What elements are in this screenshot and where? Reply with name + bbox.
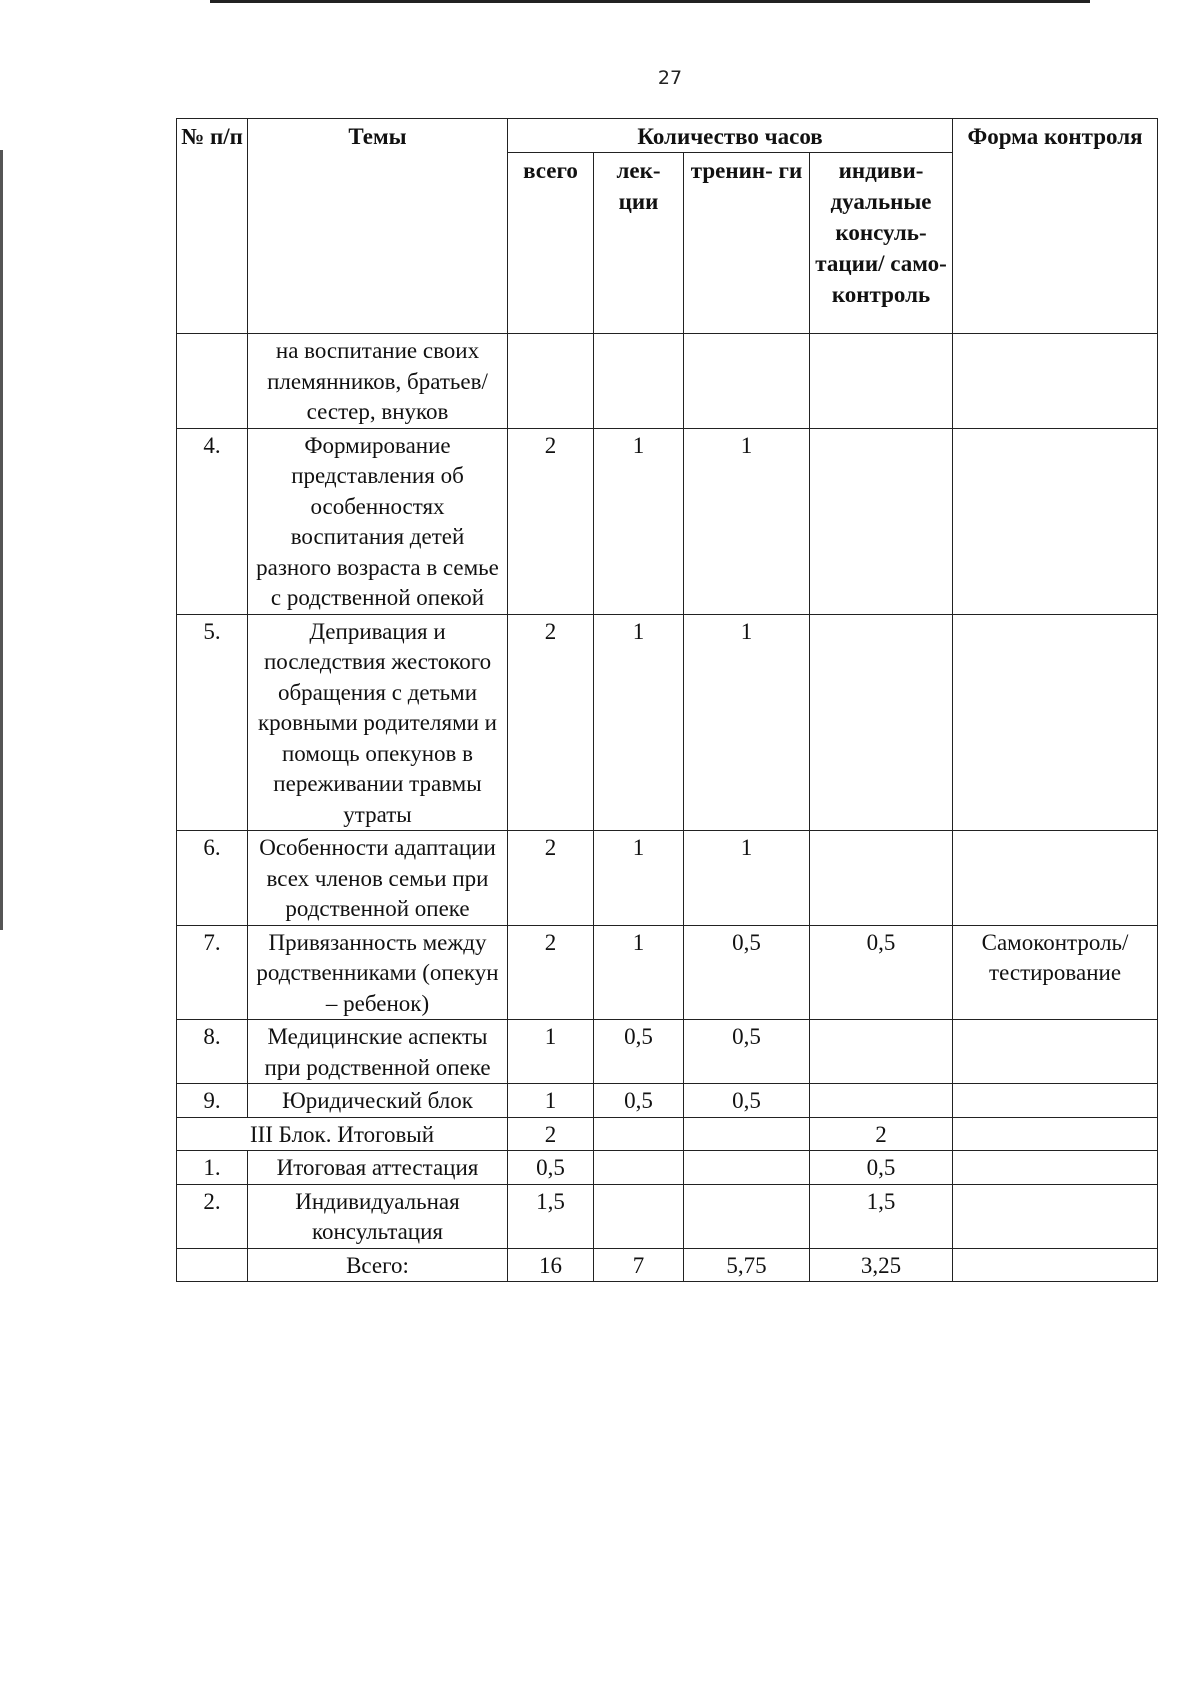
header-individual: индиви- дуальные консуль- тации/ само- контроль bbox=[810, 153, 953, 334]
table-row bbox=[177, 1151, 1158, 1185]
cell-trainings: 1 bbox=[684, 428, 810, 614]
cell-trainings bbox=[684, 1117, 810, 1151]
cell-total: 16 bbox=[508, 1248, 594, 1282]
cell-control bbox=[953, 1151, 1158, 1185]
cell-num: 5. bbox=[177, 614, 248, 831]
cell-total: 2 bbox=[508, 1117, 594, 1151]
cell-lectures bbox=[594, 1117, 684, 1151]
cell-trainings: 0,5 bbox=[684, 1020, 810, 1084]
cell-individual bbox=[810, 614, 953, 831]
cell-topic: на воспитание своих племянников, братьев/ сестер, внуков bbox=[248, 334, 508, 429]
cell-control bbox=[953, 831, 1158, 926]
cell-trainings: 0,5 bbox=[684, 925, 810, 1020]
cell-individual bbox=[810, 334, 953, 429]
cell-topic: Привязанность между родственниками (опекун – ребенок) bbox=[248, 925, 508, 1020]
header-hours: Количество часов bbox=[508, 119, 953, 153]
cell-num: 6. bbox=[177, 831, 248, 926]
cell-trainings bbox=[684, 1184, 810, 1248]
page-number: 27 bbox=[657, 67, 683, 89]
cell-control bbox=[953, 1084, 1158, 1118]
cell-total: 2 bbox=[508, 925, 594, 1020]
cell-num bbox=[177, 1248, 248, 1282]
cell-total: 1 bbox=[508, 1020, 594, 1084]
table-header bbox=[177, 119, 1158, 334]
table-row bbox=[177, 334, 1158, 429]
cell-trainings: 1 bbox=[684, 831, 810, 926]
scan-edge-left bbox=[0, 150, 3, 930]
header-topics: Темы bbox=[248, 119, 508, 334]
cell-topic: Формирование представления об особенностях воспитания детей разного возраста в семье с родственной опекой bbox=[248, 428, 508, 614]
cell-total: 2 bbox=[508, 831, 594, 926]
cell-trainings: 5,75 bbox=[684, 1248, 810, 1282]
scan-edge-top bbox=[210, 0, 1090, 3]
cell-num: 1. bbox=[177, 1151, 248, 1185]
cell-total: 1,5 bbox=[508, 1184, 594, 1248]
cell-total: 1 bbox=[508, 1084, 594, 1118]
cell-topic: Индивидуальная консультация bbox=[248, 1184, 508, 1248]
cell-individual: 0,5 bbox=[810, 1151, 953, 1185]
cell-num: 2. bbox=[177, 1184, 248, 1248]
cell-individual bbox=[810, 428, 953, 614]
cell-control: Самоконтроль/ тестирование bbox=[953, 925, 1158, 1020]
table-row bbox=[177, 614, 1158, 831]
table-row bbox=[177, 1084, 1158, 1118]
cell-lectures: 7 bbox=[594, 1248, 684, 1282]
cell-total: 0,5 bbox=[508, 1151, 594, 1185]
cell-lectures: 0,5 bbox=[594, 1084, 684, 1118]
cell-lectures: 1 bbox=[594, 925, 684, 1020]
header-lectures: лек- ции bbox=[594, 153, 684, 334]
cell-total bbox=[508, 334, 594, 429]
cell-topic: Всего: bbox=[248, 1248, 508, 1282]
cell-trainings bbox=[684, 334, 810, 429]
hours-table bbox=[176, 118, 1158, 1282]
cell-control bbox=[953, 1184, 1158, 1248]
cell-total: 2 bbox=[508, 428, 594, 614]
cell-lectures bbox=[594, 334, 684, 429]
table-row bbox=[177, 925, 1158, 1020]
cell-num: 8. bbox=[177, 1020, 248, 1084]
cell-control bbox=[953, 334, 1158, 429]
cell-topic: Медицинские аспекты при родственной опеке bbox=[248, 1020, 508, 1084]
header-total: всего bbox=[508, 153, 594, 334]
header-trainings: тренин- ги bbox=[684, 153, 810, 334]
cell-control bbox=[953, 1248, 1158, 1282]
table-body bbox=[177, 334, 1158, 1282]
cell-lectures: 1 bbox=[594, 614, 684, 831]
cell-individual: 1,5 bbox=[810, 1184, 953, 1248]
cell-topic: Особенности адаптации всех членов семьи при родственной опеке bbox=[248, 831, 508, 926]
cell-control bbox=[953, 614, 1158, 831]
cell-individual bbox=[810, 1020, 953, 1084]
cell-individual bbox=[810, 1084, 953, 1118]
cell-total: 2 bbox=[508, 614, 594, 831]
cell-control bbox=[953, 1117, 1158, 1151]
header-num: № п/п bbox=[177, 119, 248, 334]
summary-row bbox=[177, 1248, 1158, 1282]
header-control-form: Форма контроля bbox=[953, 119, 1158, 334]
table-row bbox=[177, 1184, 1158, 1248]
block-title: III Блок. Итоговый bbox=[177, 1117, 508, 1151]
cell-trainings: 0,5 bbox=[684, 1084, 810, 1118]
table-row bbox=[177, 1020, 1158, 1084]
cell-num: 4. bbox=[177, 428, 248, 614]
block-row bbox=[177, 1117, 1158, 1151]
cell-trainings bbox=[684, 1151, 810, 1185]
cell-individual bbox=[810, 831, 953, 926]
cell-control bbox=[953, 1020, 1158, 1084]
cell-lectures: 1 bbox=[594, 831, 684, 926]
cell-individual: 2 bbox=[810, 1117, 953, 1151]
cell-topic: Юридический блок bbox=[248, 1084, 508, 1118]
table-row bbox=[177, 831, 1158, 926]
cell-num: 9. bbox=[177, 1084, 248, 1118]
cell-num: 7. bbox=[177, 925, 248, 1020]
table-row bbox=[177, 428, 1158, 614]
cell-lectures: 1 bbox=[594, 428, 684, 614]
cell-lectures bbox=[594, 1151, 684, 1185]
cell-control bbox=[953, 428, 1158, 614]
cell-individual: 3,25 bbox=[810, 1248, 953, 1282]
cell-topic: Депривация и последствия жестокого обращения с детьми кровными родителями и помощь опекунов в переживании травмы утраты bbox=[248, 614, 508, 831]
cell-lectures bbox=[594, 1184, 684, 1248]
cell-trainings: 1 bbox=[684, 614, 810, 831]
cell-topic: Итоговая аттестация bbox=[248, 1151, 508, 1185]
cell-lectures: 0,5 bbox=[594, 1020, 684, 1084]
cell-individual: 0,5 bbox=[810, 925, 953, 1020]
cell-num bbox=[177, 334, 248, 429]
